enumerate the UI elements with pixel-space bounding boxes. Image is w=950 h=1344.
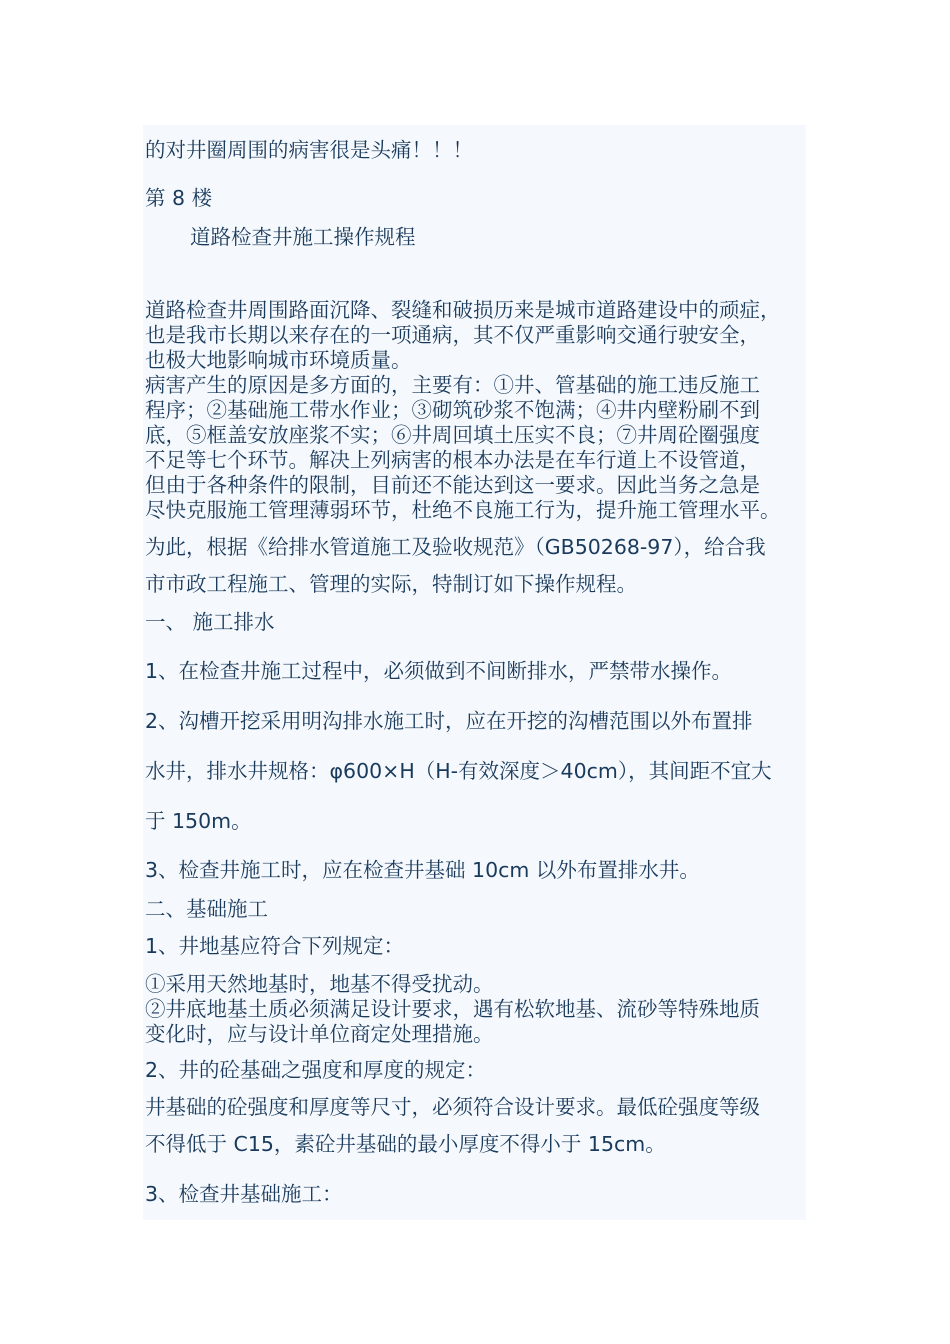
list-item: 1、井地基应符合下列规定： — [145, 934, 405, 958]
paragraph-line: 也极大地影响城市环境质量。 — [145, 348, 412, 372]
paragraph-line: 不足等七个环节。解决上列病害的根本办法是在车行道上不设管道， — [145, 448, 760, 472]
intro-paragraph — [145, 298, 781, 523]
paragraph-line: 病害产生的原因是多方面的，主要有：①井、管基础的施工违反施工 — [145, 373, 760, 397]
sub-list-item: 变化时，应与设计单位商定处理措施。 — [145, 1022, 494, 1046]
list-item-line: 水井，排水井规格：φ600×H（H-有效深度＞40cm），其间距不宜大 — [145, 759, 772, 783]
paragraph-line: 程序；②基础施工带水作业；③砌筑砂浆不饱满；④井内壁粉刷不到 — [145, 398, 760, 422]
list-item: 2、沟槽开挖采用明沟排水施工时，应在开挖的沟槽范围以外布置排 — [145, 709, 753, 733]
paragraph-line: 为此，根据《给排水管道施工及验收规范》（GB50268-97），给合我 — [145, 535, 766, 559]
paragraph-line: 也是我市长期以来存在的一项通病，其不仅严重影响交通行驶安全， — [145, 323, 760, 347]
list-item-line: 于 150m。 — [145, 809, 252, 833]
document-title: 道路检查井施工操作规程 — [190, 225, 416, 249]
paragraph-line: 道路检查井周围路面沉降、裂缝和破损历来是城市道路建设中的顽症， — [145, 298, 781, 322]
paragraph-line: 井基础的砼强度和厚度等尺寸，必须符合设计要求。最低砼强度等级 — [145, 1095, 760, 1119]
intro-line: 的对井圈周围的病害很是头痛！！！ — [145, 138, 473, 162]
list-item: 2、井的砼基础之强度和厚度的规定： — [145, 1058, 487, 1082]
paragraph-line: 不得低于 C15，素砼井基础的最小厚度不得小于 15cm。 — [145, 1132, 666, 1156]
paragraph-line: 市市政工程施工、管理的实际，特制订如下操作规程。 — [145, 572, 637, 596]
sub-list-item: ②井底地基土质必须满足设计要求，遇有松软地基、流砂等特殊地质 — [145, 997, 760, 1021]
list-item: 1、在检查井施工过程中，必须做到不间断排水，严禁带水操作。 — [145, 659, 733, 683]
sub-list — [145, 972, 760, 1047]
paragraph-line: 底，⑤框盖安放座浆不实；⑥井周回填土压实不良；⑦井周砼圈强度 — [145, 423, 760, 447]
list-item: 3、检查井基础施工： — [145, 1182, 343, 1206]
section-heading: 一、 施工排水 — [145, 610, 275, 634]
list-item: 3、检查井施工时，应在检查井基础 10cm 以外布置排水井。 — [145, 858, 700, 882]
floor-label: 第 8 楼 — [145, 186, 213, 210]
paragraph-line: 但由于各种条件的限制，目前还不能达到这一要求。因此当务之急是 — [145, 473, 760, 497]
sub-list-item: ①采用天然地基时，地基不得受扰动。 — [145, 972, 494, 996]
paragraph-line: 尽快克服施工管理薄弱环节，杜绝不良施工行为，提升施工管理水平。 — [145, 498, 781, 522]
section-heading: 二、基础施工 — [145, 897, 268, 921]
